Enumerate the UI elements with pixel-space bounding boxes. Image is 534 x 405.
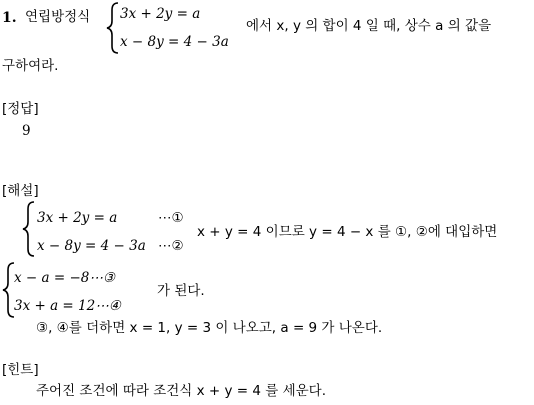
solution-eq-1: 3x + 2y = a [37,210,118,226]
solution-eq-2: x − 8y = 4 − 3a [37,238,146,254]
problem-number: 1. [2,10,17,26]
answer-value: 9 [22,123,31,139]
hint-label: [힌트] [2,362,39,378]
solution-tag-2: ⋯② [158,238,184,254]
solution-after-system: x + y = 4 이므로 y = 4 − x 를 ①, ②에 대입하면 [197,224,498,240]
problem-eq-2: x − 8y = 4 − 3a [120,34,229,50]
problem-eq-1: 3x + 2y = a [120,6,201,22]
answer-label: [정답] [2,101,39,117]
problem-brace [106,2,120,54]
solution-eq-3: x − a = −8⋯③ [14,270,115,286]
solution-label: [해설] [2,183,39,199]
hint-text: 주어진 조건에 따라 조건식 x + y = 4 를 세운다. [36,383,327,399]
solution-after-system2: 가 된다. [157,283,205,299]
problem-lead: 연립방정식 [25,9,91,25]
problem-prompt-mid: 에서 x, y 의 합이 4 일 때, 상수 a 의 값을 [246,18,492,34]
solution-conclusion: ③, ④를 더하면 x = 1, y = 3 이 나오고, a = 9 가 나온다. [36,320,383,336]
problem-prompt-end: 구하여라. [2,58,59,74]
solution-tag-1: ⋯① [158,210,184,226]
solution-eq-4: 3x + a = 12⋯④ [14,298,121,314]
solution-brace-1 [22,201,36,257]
